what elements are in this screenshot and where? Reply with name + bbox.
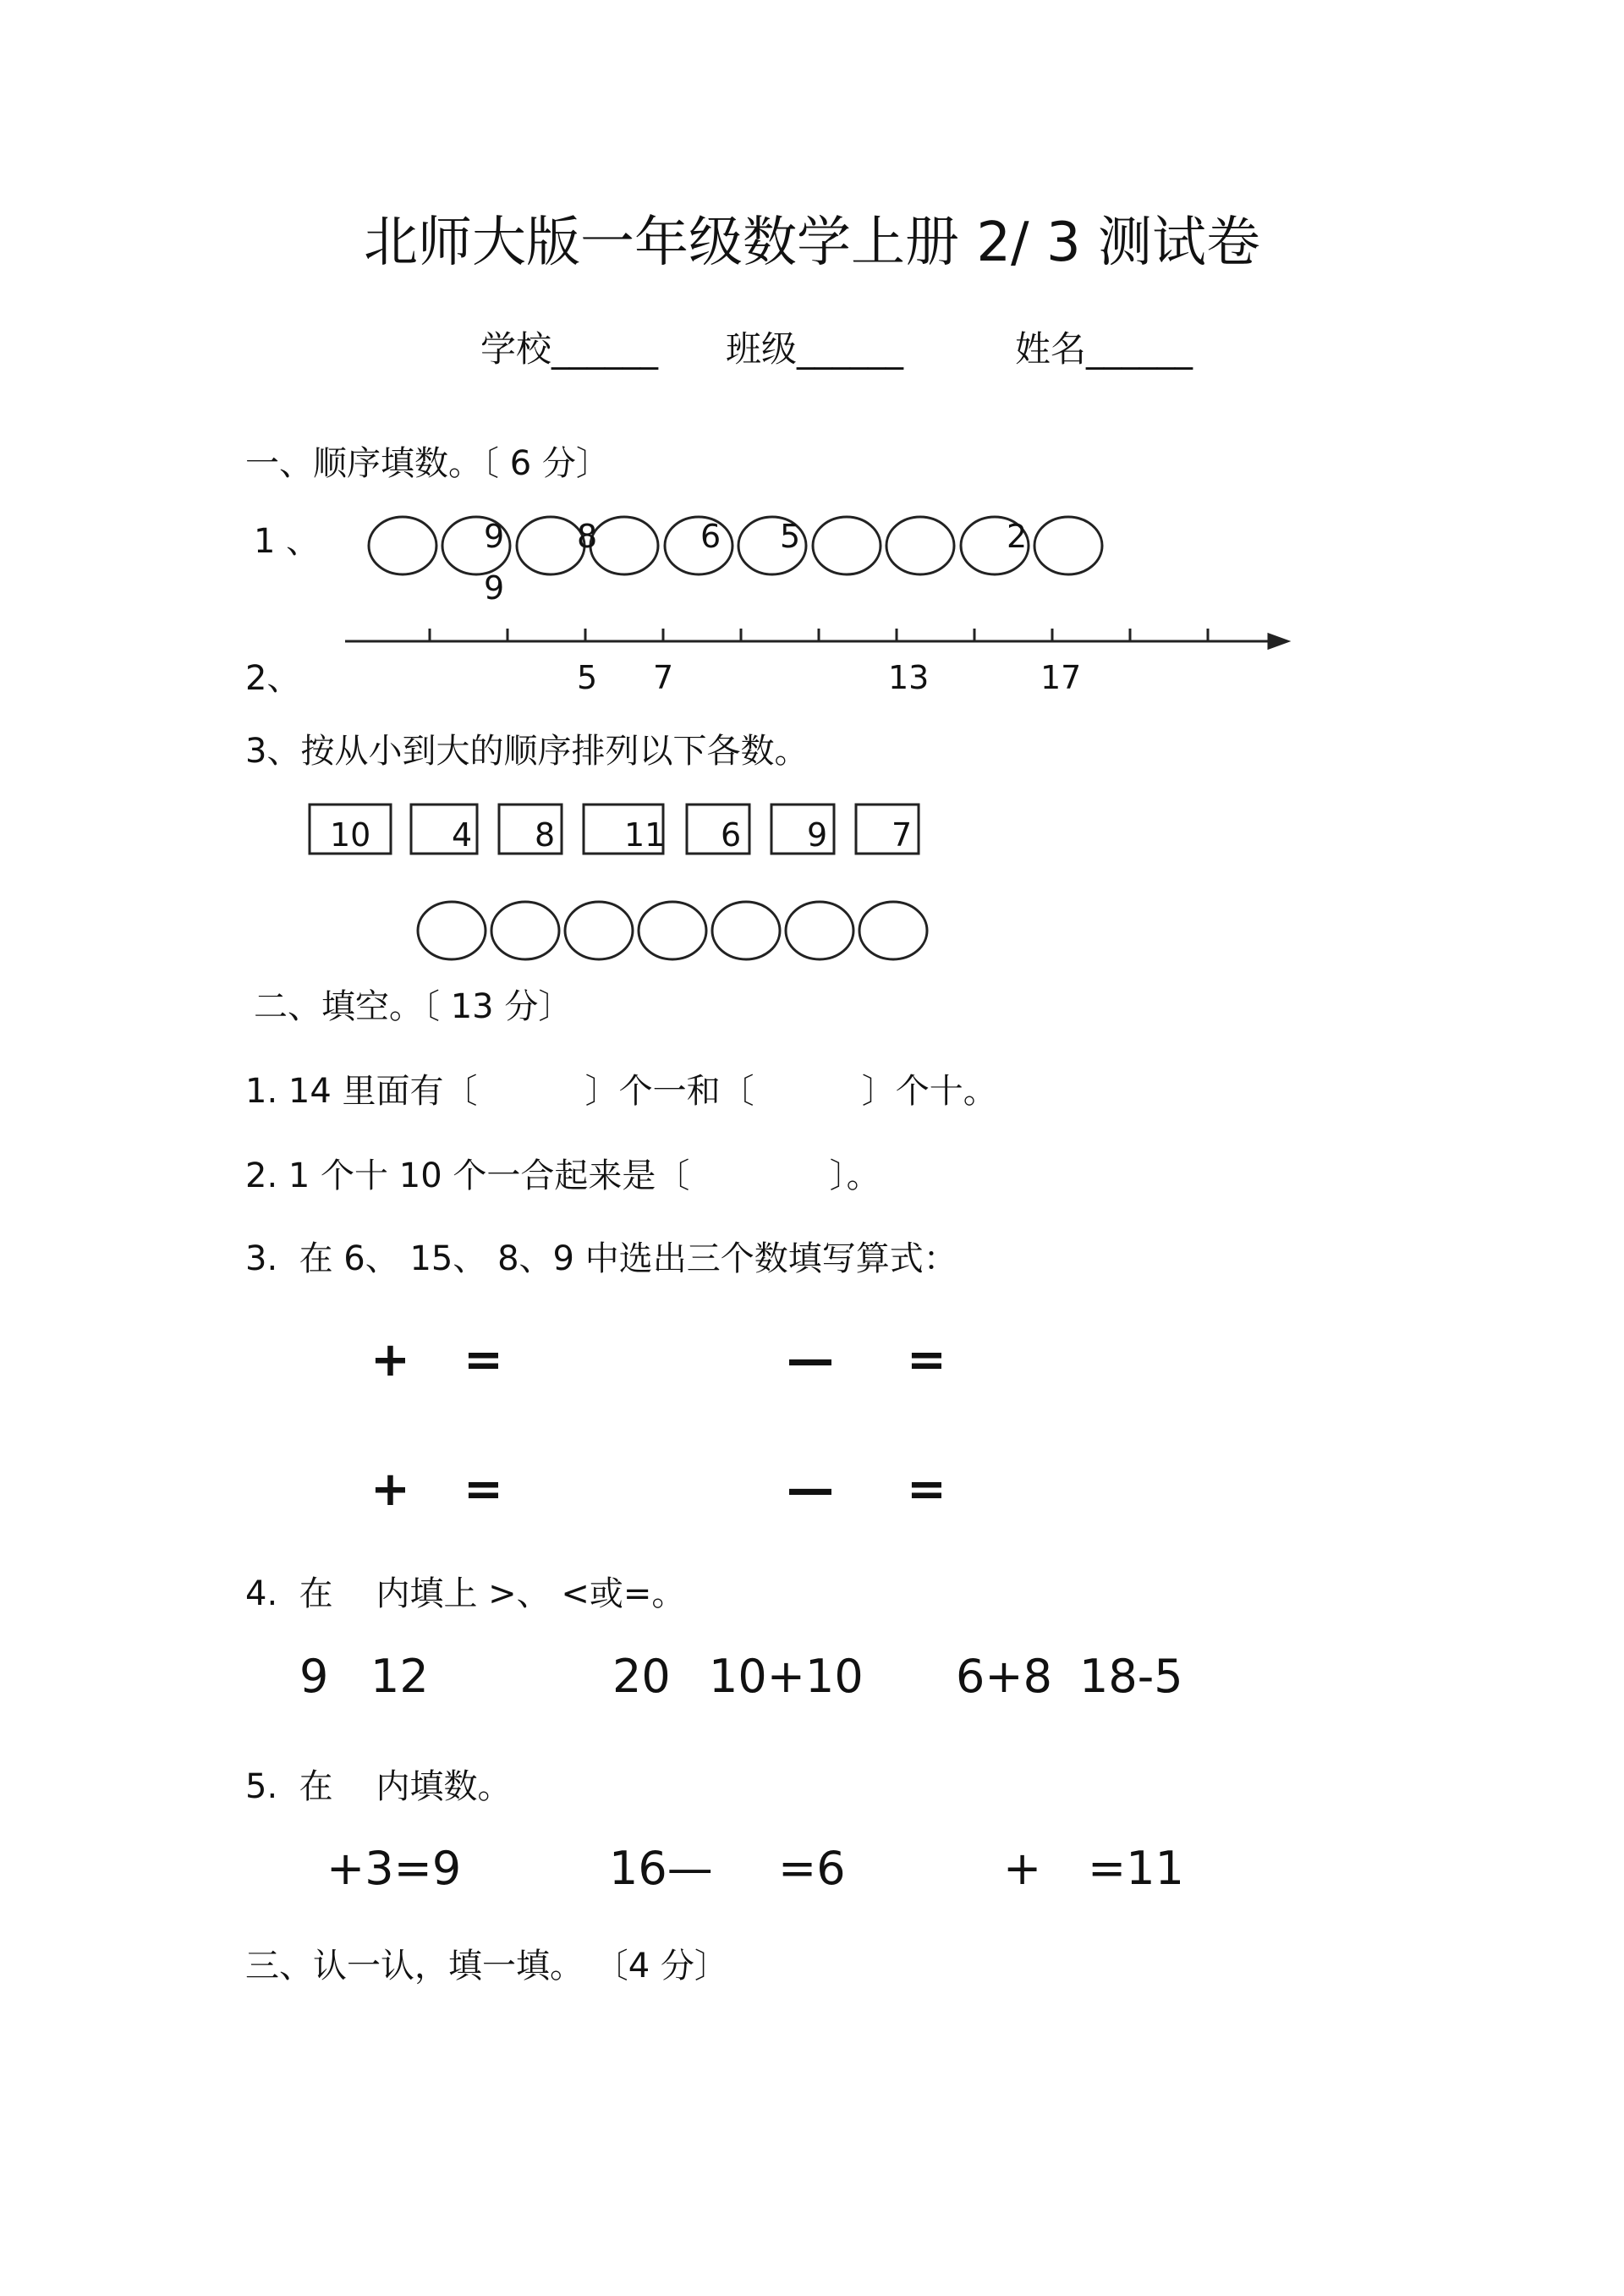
q1-circle-chain — [369, 517, 1102, 574]
s2-q4: 4. 在 内填上 >、 <或=。 — [245, 1574, 686, 1613]
fill-item: 16— — [609, 1842, 713, 1895]
q2-number-line — [345, 629, 1287, 648]
q3-instruction: 3、按从小到大的顺序排列以下各数。 — [245, 732, 809, 771]
q3-answer-circle — [491, 902, 559, 959]
equals-sign: = — [907, 1462, 946, 1517]
s2-q1: 1. 14 里面有〔 〕个一和〔 〕个十。 — [245, 1072, 997, 1111]
q1-label: 1 、 — [254, 522, 321, 561]
plus-sign: + — [370, 1462, 410, 1517]
compare-item: 12 — [370, 1650, 429, 1703]
q1-circle — [886, 517, 954, 574]
q1-circle — [590, 517, 658, 574]
equals-sign: = — [907, 1332, 946, 1387]
tick-label: 17 — [1040, 659, 1082, 696]
q3-answer-circle — [418, 902, 486, 959]
section2-heading: 二、填空。〔 13 分〕 — [254, 987, 573, 1026]
fill-item: +3=9 — [326, 1842, 462, 1895]
equals-sign: = — [464, 1462, 503, 1517]
fill-item: + — [1003, 1842, 1042, 1895]
q3-box-number: 11 — [624, 816, 666, 854]
s2-q2: 2. 1 个十 10 个一合起来是〔 〕。 — [245, 1156, 881, 1195]
school-field[interactable]: 学校______ — [480, 328, 659, 370]
s2-q5: 5. 在 内填数。 — [245, 1767, 512, 1806]
q3-answer-circle — [712, 902, 780, 959]
q1-circle-number: 9 — [484, 518, 505, 555]
class-field[interactable]: 班级______ — [726, 328, 904, 370]
q1-circle — [1034, 517, 1102, 574]
q2-label: 2、 — [245, 659, 301, 698]
q1-extra-number: 9 — [484, 569, 505, 607]
tick-label: 7 — [653, 659, 674, 696]
compare-item: 6+8 — [956, 1650, 1052, 1703]
minus-sign: — — [787, 1462, 834, 1517]
q3-answer-circle — [786, 902, 853, 959]
q3-box-number: 9 — [807, 816, 828, 854]
q3-box-number: 4 — [452, 816, 473, 854]
q1-circle — [517, 517, 584, 574]
q3-box-number: 8 — [535, 816, 556, 854]
q1-circle-number: 8 — [577, 518, 598, 555]
q1-circle — [665, 517, 732, 574]
name-field[interactable]: 姓名______ — [1015, 328, 1193, 370]
compare-item: 20 — [612, 1650, 671, 1703]
compare-item: 10+10 — [709, 1650, 864, 1703]
page-title: 北师大版一年级数学上册 2/ 3 测试卷 — [363, 211, 1261, 274]
q3-answer-circle — [639, 902, 706, 959]
compare-item: 9 — [299, 1650, 329, 1703]
q3-answer-circle — [859, 902, 927, 959]
q3-box-number: 7 — [892, 816, 913, 854]
fill-item: =6 — [778, 1842, 846, 1895]
q1-circle-number: 2 — [1007, 518, 1028, 555]
tick-label: 5 — [577, 659, 598, 696]
section1-heading: 一、顺序填数。〔 6 分〕 — [245, 444, 610, 483]
q1-circle — [813, 517, 881, 574]
q1-circle-number: 5 — [780, 518, 801, 555]
tick-label: 13 — [888, 659, 930, 696]
compare-item: 18-5 — [1079, 1650, 1183, 1703]
section3-heading: 三、认一认，填一填。 〔4 分〕 — [245, 1947, 728, 1986]
q3-answer-circles — [418, 902, 927, 959]
equals-sign: = — [464, 1332, 503, 1387]
plus-sign: + — [370, 1332, 410, 1387]
q3-answer-circle — [565, 902, 633, 959]
s2-q3: 3. 在 6、 15、 8、9 中选出三个数填写算式： — [245, 1239, 957, 1278]
fill-item: =11 — [1088, 1842, 1184, 1895]
minus-sign: — — [787, 1332, 834, 1387]
q3-box-number: 6 — [721, 816, 742, 854]
q1-circle — [369, 517, 436, 574]
q1-circle-number: 6 — [700, 518, 721, 555]
q3-box-number: 10 — [330, 816, 371, 854]
